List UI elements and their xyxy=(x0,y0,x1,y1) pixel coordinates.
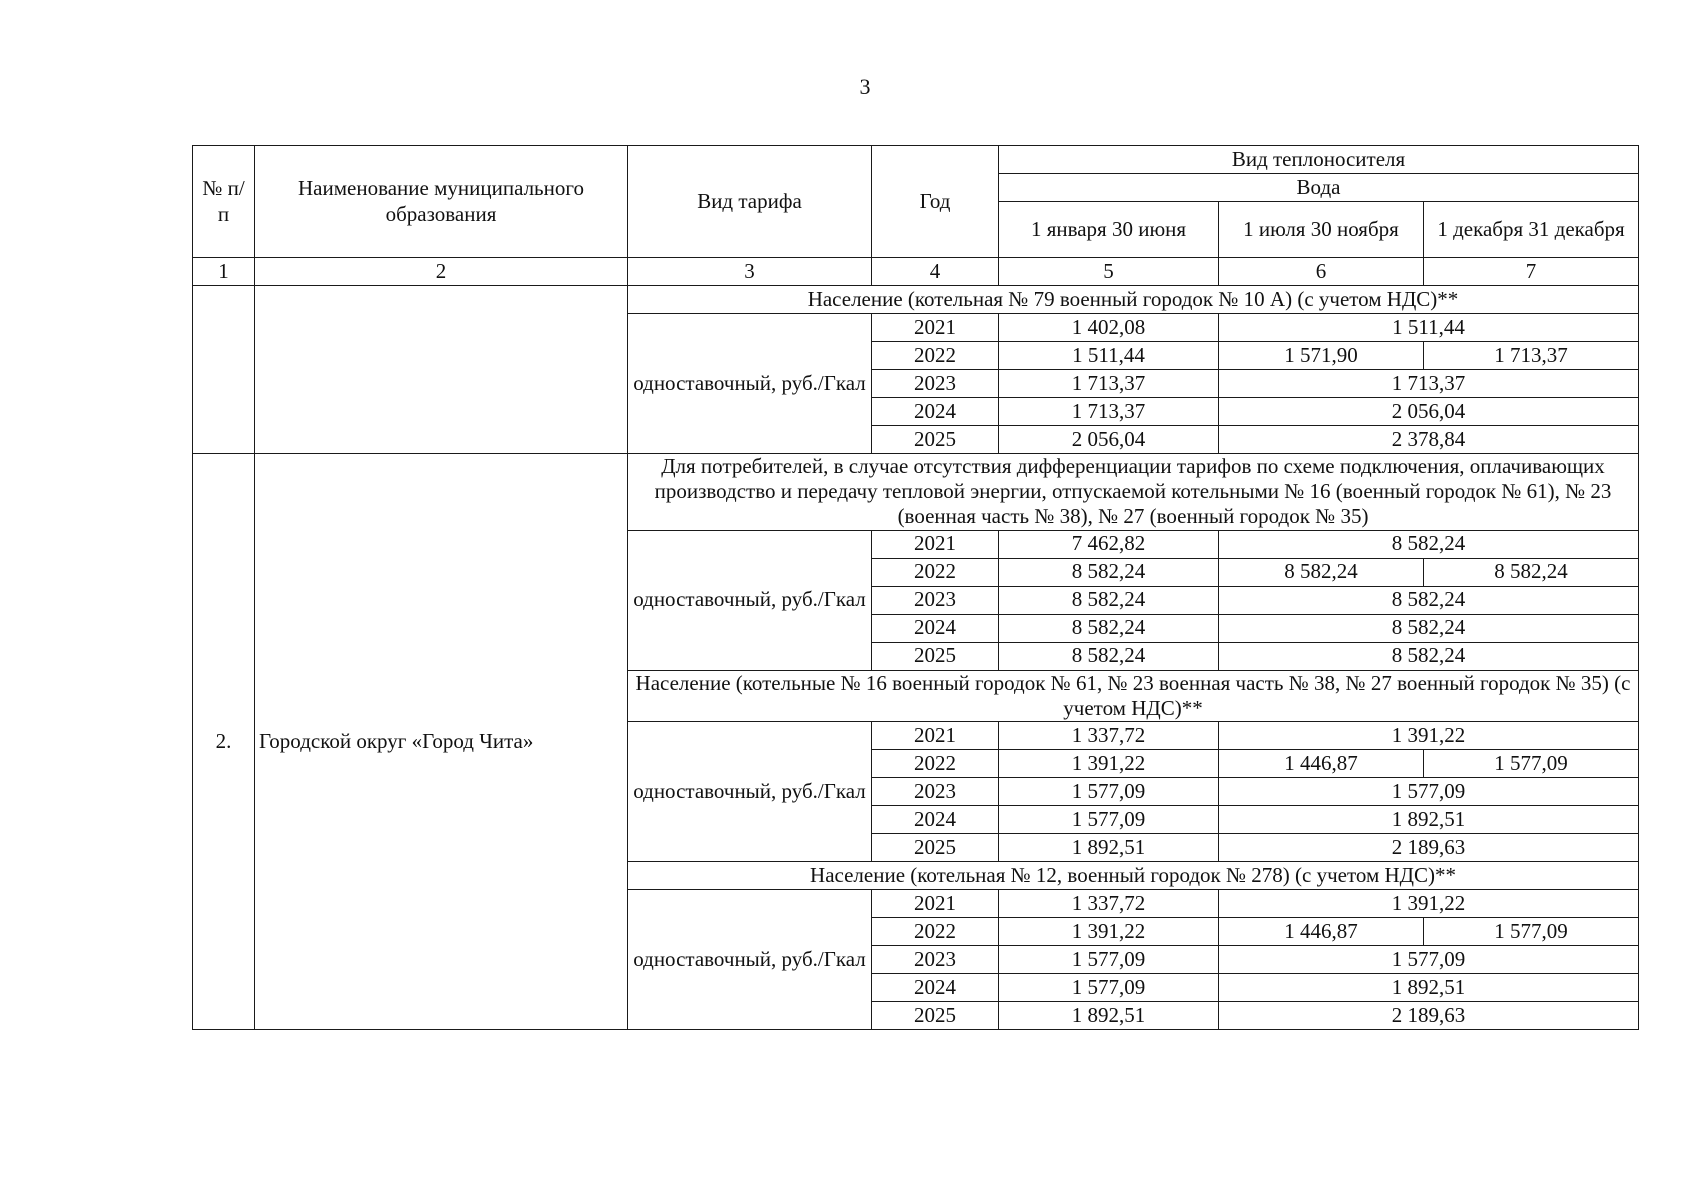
municipality-name-cell: Городской округ «Город Чита» xyxy=(255,454,628,1030)
value-cell-period-1: 1 391,22 xyxy=(999,917,1219,945)
municipality-name-cell xyxy=(255,286,628,454)
year-cell: 2024 xyxy=(872,805,999,833)
value-cell-period-2: 1 446,87 xyxy=(1219,749,1424,777)
value-cell-period-1: 1 892,51 xyxy=(999,1001,1219,1029)
value-cell-period-3: 1 577,09 xyxy=(1424,749,1639,777)
value-cell-period-1: 1 577,09 xyxy=(999,973,1219,1001)
year-cell: 2022 xyxy=(872,558,999,586)
group-title: Население (котельная № 79 военный городок № 10 А) (с учетом НДС)** xyxy=(628,286,1639,314)
value-cell-period-1: 1 511,44 xyxy=(999,342,1219,370)
tariff-type-cell: одноставочный, руб./Гкал xyxy=(628,530,872,670)
year-cell: 2022 xyxy=(872,342,999,370)
col-number: 2 xyxy=(255,258,628,286)
year-cell: 2021 xyxy=(872,889,999,917)
year-cell: 2021 xyxy=(872,721,999,749)
group-title: Для потребителей, в случае отсутствия дифференциации тарифов по схеме подключения, оплачивающих производство и передачу тепловой энергии, отпускаемой котельными № 16 (военный городок № 61), № 23 (военная часть № 38), № 27 (военный городок № 35) xyxy=(628,454,1639,531)
value-cell-period-1: 1 337,72 xyxy=(999,721,1219,749)
header-water: Вода xyxy=(999,174,1639,202)
value-cell-period-2-3: 1 511,44 xyxy=(1219,314,1639,342)
year-cell: 2025 xyxy=(872,1001,999,1029)
header-carrier-type: Вид теплоносителя xyxy=(999,146,1639,174)
value-cell-period-2-3: 1 577,09 xyxy=(1219,945,1639,973)
value-cell-period-1: 8 582,24 xyxy=(999,614,1219,642)
col-number: 6 xyxy=(1219,258,1424,286)
value-cell-period-1: 1 577,09 xyxy=(999,805,1219,833)
value-cell-period-1: 1 391,22 xyxy=(999,749,1219,777)
value-cell-period-2-3: 8 582,24 xyxy=(1219,642,1639,670)
col-number: 1 xyxy=(193,258,255,286)
year-cell: 2024 xyxy=(872,398,999,426)
value-cell-period-2: 8 582,24 xyxy=(1219,558,1424,586)
value-cell-period-1: 8 582,24 xyxy=(999,586,1219,614)
header-period-2: 1 июля 30 ноября xyxy=(1219,202,1424,258)
header-period-1: 1 января 30 июня xyxy=(999,202,1219,258)
value-cell-period-2-3: 2 378,84 xyxy=(1219,426,1639,454)
value-cell-period-1: 2 056,04 xyxy=(999,426,1219,454)
year-cell: 2021 xyxy=(872,314,999,342)
header-name: Наименование муниципального образования xyxy=(255,146,628,258)
value-cell-period-2-3: 2 189,63 xyxy=(1219,1001,1639,1029)
year-cell: 2024 xyxy=(872,973,999,1001)
row-number-cell xyxy=(193,286,255,454)
value-cell-period-1: 1 713,37 xyxy=(999,370,1219,398)
tariff-type-cell: одноставочный, руб./Гкал xyxy=(628,721,872,861)
value-cell-period-1: 1 402,08 xyxy=(999,314,1219,342)
year-cell: 2025 xyxy=(872,833,999,861)
tariff-table xyxy=(192,145,1639,1030)
value-cell-period-1: 8 582,24 xyxy=(999,642,1219,670)
tariff-type-cell: одноставочный, руб./Гкал xyxy=(628,889,872,1029)
year-cell: 2023 xyxy=(872,370,999,398)
value-cell-period-2-3: 1 391,22 xyxy=(1219,889,1639,917)
value-cell-period-1: 1 892,51 xyxy=(999,833,1219,861)
header-tariff-type: Вид тарифа xyxy=(628,146,872,258)
year-cell: 2023 xyxy=(872,586,999,614)
year-cell: 2023 xyxy=(872,777,999,805)
year-cell: 2023 xyxy=(872,945,999,973)
col-number: 4 xyxy=(872,258,999,286)
value-cell-period-1: 7 462,82 xyxy=(999,530,1219,558)
value-cell-period-2: 1 571,90 xyxy=(1219,342,1424,370)
year-cell: 2022 xyxy=(872,749,999,777)
value-cell-period-1: 1 337,72 xyxy=(999,889,1219,917)
year-cell: 2025 xyxy=(872,426,999,454)
value-cell-period-2: 1 446,87 xyxy=(1219,917,1424,945)
tariff-type-cell: одноставочный, руб./Гкал xyxy=(628,314,872,454)
value-cell-period-2-3: 8 582,24 xyxy=(1219,530,1639,558)
col-number: 7 xyxy=(1424,258,1639,286)
col-number: 3 xyxy=(628,258,872,286)
value-cell-period-1: 1 577,09 xyxy=(999,945,1219,973)
value-cell-period-2-3: 1 577,09 xyxy=(1219,777,1639,805)
page-number: 3 xyxy=(859,74,871,99)
row-number-cell: 2. xyxy=(193,454,255,1030)
value-cell-period-2-3: 1 391,22 xyxy=(1219,721,1639,749)
year-cell: 2025 xyxy=(872,642,999,670)
value-cell-period-2-3: 2 189,63 xyxy=(1219,833,1639,861)
value-cell-period-2-3: 1 892,51 xyxy=(1219,805,1639,833)
value-cell-period-3: 1 713,37 xyxy=(1424,342,1639,370)
header-period-3: 1 декабря 31 декабря xyxy=(1424,202,1639,258)
value-cell-period-2-3: 2 056,04 xyxy=(1219,398,1639,426)
value-cell-period-2-3: 1 892,51 xyxy=(1219,973,1639,1001)
group-title: Население (котельная № 12, военный городок № 278) (с учетом НДС)** xyxy=(628,861,1639,889)
header-num: № п/п xyxy=(193,146,255,258)
value-cell-period-2-3: 1 713,37 xyxy=(1219,370,1639,398)
value-cell-period-1: 8 582,24 xyxy=(999,558,1219,586)
year-cell: 2022 xyxy=(872,917,999,945)
value-cell-period-1: 1 713,37 xyxy=(999,398,1219,426)
value-cell-period-1: 1 577,09 xyxy=(999,777,1219,805)
col-number: 5 xyxy=(999,258,1219,286)
year-cell: 2021 xyxy=(872,530,999,558)
value-cell-period-3: 1 577,09 xyxy=(1424,917,1639,945)
header-year: Год xyxy=(872,146,999,258)
group-title: Население (котельные № 16 военный городок № 61, № 23 военная часть № 38, № 27 военный городок № 35) (с учетом НДС)** xyxy=(628,670,1639,721)
value-cell-period-2-3: 8 582,24 xyxy=(1219,614,1639,642)
value-cell-period-2-3: 8 582,24 xyxy=(1219,586,1639,614)
year-cell: 2024 xyxy=(872,614,999,642)
value-cell-period-3: 8 582,24 xyxy=(1424,558,1639,586)
